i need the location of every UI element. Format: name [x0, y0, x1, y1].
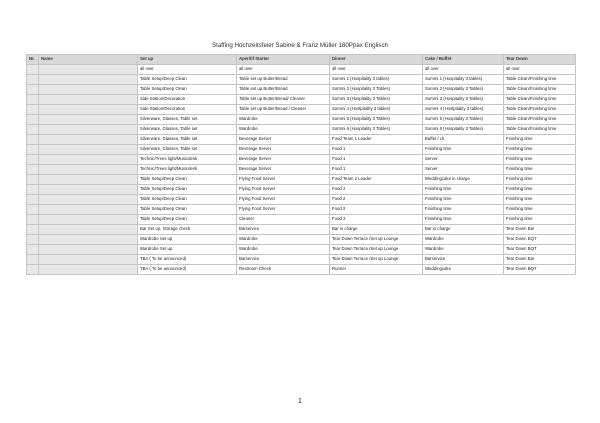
page-number: 1: [298, 398, 302, 405]
cell-set-up: Table Setup/Deep Clean: [138, 75, 237, 85]
cell-tear-down: Table Clean/Finishing time: [504, 105, 576, 115]
cell-tear-down: Tear Down BQT: [504, 265, 576, 275]
cell-name: [39, 75, 138, 85]
cell-set-up: Technic/Trees light/Musicdesk: [138, 155, 237, 165]
table-header: [27, 55, 576, 65]
cell-nr: [27, 135, 39, 145]
cell-nr: [27, 105, 39, 115]
cell-tear-down: Finishing time: [504, 215, 576, 225]
table-row: [27, 165, 576, 175]
cell-aperitif-starter: Wardrobe: [237, 245, 330, 255]
cell-aperitif-starter: Beverage Server: [237, 135, 330, 145]
cell-name: [39, 95, 138, 105]
cell-dinner: Food 2: [330, 215, 423, 225]
cell-name: [39, 195, 138, 205]
cell-set-up: Technic/Trees light/Musicdesk: [138, 165, 237, 175]
cell-cake-buffet: Finishing time: [423, 215, 504, 225]
cell-tear-down: Tear Down Bar: [504, 255, 576, 265]
cell-cake-buffet: Sommi 6 (Hospitality 3 Tables): [423, 125, 504, 135]
cell-tear-down: Tear Down Bar: [504, 225, 576, 235]
cell-set-up: Table Setup/Deep Clean: [138, 175, 237, 185]
cell-dinner: Food 1: [330, 165, 423, 175]
cell-aperitif-starter: Beverage Server: [237, 155, 330, 165]
cell-aperitif-starter: Flying Food Server: [237, 205, 330, 215]
cell-aperitif-starter: Flying Food Server: [237, 175, 330, 185]
cell-cake-buffet: Finishing time: [423, 195, 504, 205]
cell-aperitif-starter: Table set up Butter/Bread / Cleaner: [237, 105, 330, 115]
cell-cake-buffet: Sommi 3 (Hospitality 3 Tables): [423, 95, 504, 105]
cell-cake-buffet: Sommi 1 (Hospitality 3 tables): [423, 75, 504, 85]
header-row: [27, 55, 576, 65]
cell-set-up: Silverware, Glasses, Table set: [138, 125, 237, 135]
table-row: [27, 185, 576, 195]
header-set-up: Set up: [138, 55, 237, 65]
cell-dinner: Sommi 1 (Hospitality 3 tables): [330, 75, 423, 85]
cell-name: [39, 65, 138, 75]
cell-set-up: Bar Set up, Storage check: [138, 225, 237, 235]
cell-set-up: TBA ( To be announced): [138, 265, 237, 275]
cell-set-up: Silverware, Glasses, Table set: [138, 135, 237, 145]
cell-cake-buffet: Server: [423, 155, 504, 165]
table-row: [27, 125, 576, 135]
cell-name: [39, 105, 138, 115]
cell-name: [39, 215, 138, 225]
cell-tear-down: Table Clean/Finishing time: [504, 95, 576, 105]
cell-dinner: Tear Down Terrace /Set up Lounge: [330, 245, 423, 255]
table-row: [27, 175, 576, 185]
cell-nr: [27, 235, 39, 245]
cell-cake-buffet: all over: [423, 65, 504, 75]
cell-dinner: Sommi 3 (Hospitality 3 Tables): [330, 95, 423, 105]
cell-aperitif-starter: Beverage Server: [237, 145, 330, 155]
cell-cake-buffet: Buffet / ch.: [423, 135, 504, 145]
cell-name: [39, 85, 138, 95]
cell-cake-buffet: Sommi 5 (Hospitality 3 Tables): [423, 115, 504, 125]
cell-set-up: TBA ( To be announced): [138, 255, 237, 265]
cell-set-up: Table Setup/Deep Clean: [138, 215, 237, 225]
cell-set-up: Wardrobe Set up: [138, 235, 237, 245]
cell-nr: [27, 165, 39, 175]
table-row: [27, 195, 576, 205]
cell-cake-buffet: Sommi 4 (Hostpitality 3 tables): [423, 105, 504, 115]
cell-nr: [27, 75, 39, 85]
cell-nr: [27, 95, 39, 105]
cell-dinner: Sommi 5 (Hospitality 3 Tables): [330, 115, 423, 125]
cell-tear-down: Table Clean/Finishing time: [504, 85, 576, 95]
cell-nr: [27, 205, 39, 215]
cell-cake-buffet: Barservice: [423, 255, 504, 265]
staffing-table: [26, 54, 576, 275]
cell-nr: [27, 245, 39, 255]
cell-name: [39, 235, 138, 245]
cell-nr: [27, 265, 39, 275]
cell-aperitif-starter: Cleaner: [237, 215, 330, 225]
cell-aperitif-starter: Barservice: [237, 225, 330, 235]
cell-dinner: Tear Down Terrace /Set up Lounge: [330, 235, 423, 245]
cell-tear-down: Finishing time: [504, 185, 576, 195]
cell-name: [39, 265, 138, 275]
cell-name: [39, 115, 138, 125]
table-row: [27, 85, 576, 95]
cell-set-up: Silverware, Glasses, Table set: [138, 145, 237, 155]
table-row: [27, 105, 576, 115]
table-row: [27, 215, 576, 225]
cell-cake-buffet: Wardrobe: [423, 235, 504, 245]
header-dinner: Dinner: [330, 55, 423, 65]
table-row: [27, 265, 576, 275]
cell-tear-down: Finishing time: [504, 205, 576, 215]
cell-nr: [27, 215, 39, 225]
cell-name: [39, 165, 138, 175]
cell-dinner: Food 2: [330, 195, 423, 205]
cell-dinner: Sommi 6 (Hospitality 3 Tables): [330, 125, 423, 135]
cell-aperitif-starter: Beverage Server: [237, 165, 330, 175]
cell-tear-down: Table Clean/Finishing time: [504, 75, 576, 85]
cell-cake-buffet: Finishing time: [423, 145, 504, 155]
cell-name: [39, 245, 138, 255]
cell-nr: [27, 225, 39, 235]
cell-set-up: Wardrobe Set up: [138, 245, 237, 255]
cell-name: [39, 255, 138, 265]
cell-set-up: Table Setup/Deep Clean: [138, 185, 237, 195]
table-body: [27, 65, 576, 275]
cell-dinner: Food 1: [330, 145, 423, 155]
cell-aperitif-starter: Wardrobe: [237, 115, 330, 125]
cell-aperitif-starter: Flying Food Server: [237, 185, 330, 195]
cell-aperitif-starter: Table set up Butter/Bread: [237, 75, 330, 85]
cell-tear-down: Table Clean/Finishing time: [504, 125, 576, 135]
cell-dinner: Sommi 4 (Hostpitality 3 tables): [330, 105, 423, 115]
header-cake-buffet: Cake / Buffet: [423, 55, 504, 65]
cell-aperitif-starter: Flying Food Server: [237, 195, 330, 205]
cell-dinner: Food 2: [330, 185, 423, 195]
cell-name: [39, 155, 138, 165]
cell-nr: [27, 85, 39, 95]
cell-dinner: Bar in charge: [330, 225, 423, 235]
table-row: [27, 255, 576, 265]
cell-name: [39, 135, 138, 145]
cell-dinner: Food 1: [330, 155, 423, 165]
cell-dinner: all over: [330, 65, 423, 75]
cell-cake-buffet: Weddingcake: [423, 265, 504, 275]
table-row: [27, 145, 576, 155]
cell-tear-down: Finishing time: [504, 155, 576, 165]
cell-dinner: Sommi 2 (Hospitality 3 Tables): [330, 85, 423, 95]
cell-tear-down: all over: [504, 65, 576, 75]
cell-dinner: Tear Down Terrace /Set up Lounge: [330, 255, 423, 265]
cell-aperitif-starter: Wardrobe: [237, 235, 330, 245]
table-row: [27, 95, 576, 105]
cell-name: [39, 145, 138, 155]
table-row: [27, 135, 576, 145]
table-row: [27, 225, 576, 235]
cell-set-up: Table Setup/Deep Clean: [138, 195, 237, 205]
cell-aperitif-starter: Table set up Butter/Bread: [237, 85, 330, 95]
cell-nr: [27, 145, 39, 155]
cell-nr: [27, 175, 39, 185]
cell-dinner: Food Team 2 Leader: [330, 175, 423, 185]
cell-tear-down: Finishing time: [504, 195, 576, 205]
cell-aperitif-starter: Wardrobe: [237, 125, 330, 135]
cell-aperitif-starter: all over: [237, 65, 330, 75]
cell-set-up: Table Setup/Deep Clean: [138, 205, 237, 215]
cell-set-up: Side Station/Decoration: [138, 105, 237, 115]
table-row: [27, 75, 576, 85]
table-row: [27, 65, 576, 75]
table-row: [27, 155, 576, 165]
cell-nr: [27, 125, 39, 135]
table-row: [27, 205, 576, 215]
cell-aperitif-starter: Table set up Butter/Bread/ Cleaner: [237, 95, 330, 105]
cell-name: [39, 175, 138, 185]
cell-name: [39, 225, 138, 235]
table-row: [27, 235, 576, 245]
cell-set-up: Table Setup/Deep Clean: [138, 85, 237, 95]
cell-cake-buffet: Finishing time: [423, 205, 504, 215]
header-aperitif-starter: Aperitif Starter: [237, 55, 330, 65]
document-title: Staffing Hochzeitsfeier Sabine & Franz Müller 180Ppax Englisch: [212, 42, 388, 49]
cell-nr: [27, 185, 39, 195]
header-nr: Nr.: [27, 55, 39, 65]
cell-dinner: Runner: [330, 265, 423, 275]
cell-name: [39, 185, 138, 195]
cell-set-up: Side Station/Decoration: [138, 95, 237, 105]
header-name: Name: [39, 55, 138, 65]
table-row: [27, 245, 576, 255]
cell-nr: [27, 115, 39, 125]
cell-aperitif-starter: Barservice: [237, 255, 330, 265]
cell-tear-down: Table Clean/Finishing time: [504, 115, 576, 125]
cell-cake-buffet: Sommi 2 (Hospitality 3 Tables): [423, 85, 504, 95]
cell-dinner: Food Team 1 Leader: [330, 135, 423, 145]
cell-cake-buffet: Server: [423, 165, 504, 175]
cell-set-up: Silverware, Glasses, Table set: [138, 115, 237, 125]
table-row: [27, 115, 576, 125]
cell-nr: [27, 155, 39, 165]
cell-name: [39, 205, 138, 215]
cell-cake-buffet: Bar in charge: [423, 225, 504, 235]
cell-nr: [27, 195, 39, 205]
cell-tear-down: Finishing time: [504, 135, 576, 145]
cell-cake-buffet: Weddingcake in charge: [423, 175, 504, 185]
cell-tear-down: Tear Down BQT: [504, 235, 576, 245]
cell-nr: [27, 255, 39, 265]
cell-tear-down: Tear Down BQT: [504, 245, 576, 255]
cell-cake-buffet: Finishing time: [423, 185, 504, 195]
cell-tear-down: Finishing time: [504, 165, 576, 175]
cell-tear-down: Finishing time: [504, 175, 576, 185]
cell-aperitif-starter: Restroom Check: [237, 265, 330, 275]
cell-cake-buffet: Wardrobe: [423, 245, 504, 255]
cell-dinner: Food 2: [330, 205, 423, 215]
header-tear-down: Tear Down: [504, 55, 576, 65]
cell-tear-down: Finishing time: [504, 145, 576, 155]
cell-nr: [27, 65, 39, 75]
cell-set-up: all over: [138, 65, 237, 75]
cell-name: [39, 125, 138, 135]
